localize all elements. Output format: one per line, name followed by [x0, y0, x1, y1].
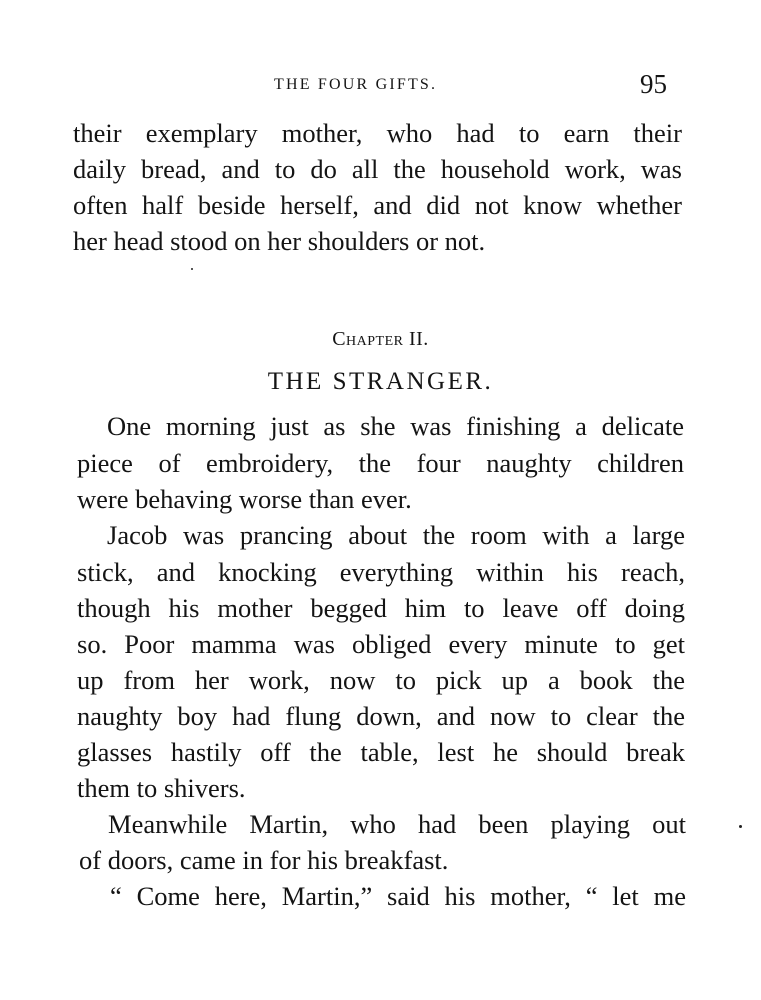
body-text-line: their exemplary mother, who had to earn their [73, 118, 682, 148]
body-text-line: “ Come here, Martin,” said his mother, “ let me [110, 881, 686, 911]
body-text-line: up from her work, now to pick up a book the [77, 665, 685, 695]
chapter-label-text: Chapter II. [332, 328, 429, 350]
body-text-line: naughty boy had flung down, and now to clear the [77, 701, 685, 731]
body-text-line: them to shivers. [77, 773, 246, 803]
chapter-title: THE STRANGER. [267, 368, 494, 395]
body-text-line: her head stood on her shoulders or not. [73, 226, 486, 256]
print-speck [191, 268, 193, 270]
running-head [0, 70, 761, 100]
body-text-line: stick, and knocking everything within his reach, [77, 557, 685, 587]
running-title: THE FOUR GIFTS. [274, 76, 438, 93]
print-speck [739, 825, 742, 828]
body-text-line: were behaving worse than ever. [77, 484, 412, 514]
body-text-line: so. Poor mamma was obliged every minute to get [77, 629, 685, 659]
body-text-line: One morning just as she was finishing a delicate [107, 411, 684, 441]
body-text-line: daily bread, and to do all the household work, was [73, 154, 682, 184]
body-text-line: though his mother begged him to leave off doing [77, 593, 685, 623]
body-text-line: of doors, came in for his breakfast. [79, 845, 449, 875]
body-text-line: glasses hastily off the table, lest he should break [77, 737, 685, 767]
page-number: 95 [640, 69, 667, 99]
body-text-line: Meanwhile Martin, who had been playing out [108, 809, 686, 839]
body-text-line: piece of embroidery, the four naughty children [77, 448, 684, 478]
body-text-line: Jacob was prancing about the room with a large [107, 520, 685, 550]
chapter-label [0, 328, 761, 351]
body-text-line: often half beside herself, and did not know whether [73, 190, 682, 220]
